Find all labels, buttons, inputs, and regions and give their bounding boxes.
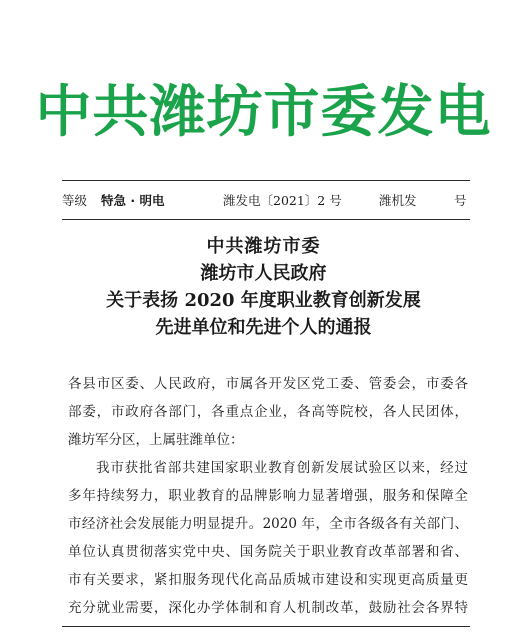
header-bottom-rule <box>62 219 470 220</box>
body-line: 部委，市政府各部门，各重点企业，各高等院校，各人民团体， <box>68 404 468 420</box>
document-number: 潍发电〔2021〕2 号 <box>223 193 342 208</box>
title-line-4: 先进单位和先进个人的通报 <box>155 317 372 338</box>
title-line-1: 中共潍坊市委 <box>206 236 321 257</box>
body-line: 充分就业需要，深化办学体制和育人机制改革，鼓励社会各界特 <box>68 600 468 616</box>
document-meta-row <box>62 191 470 211</box>
sender-label: 潍机发 <box>379 193 417 208</box>
grade-label: 等级 <box>62 193 88 208</box>
masthead-title: 中共潍坊市委发电 <box>35 80 492 145</box>
body-line: 多年持续努力，职业教育的品牌影响力显著增强，服务和保障全 <box>68 488 468 504</box>
sender-number-suffix: 号 <box>454 193 467 208</box>
title-line-2: 潍坊市人民政府 <box>200 263 327 284</box>
body-line: 我市获批省部共建国家职业教育创新发展试验区以来，经过 <box>96 460 468 476</box>
grade-value: 特急 · 明电 <box>101 193 165 208</box>
body-line: 市有关要求，紧扣服务现代化高品质城市建设和实现更高质量更 <box>68 572 468 588</box>
body-line: 市经济社会发展能力明显提升。2020 年，全市各级各有关部门、 <box>68 516 468 532</box>
header-top-rule <box>62 180 470 181</box>
title-line-3: 关于表扬 2020 年度职业教育创新发展 <box>106 290 421 311</box>
body-line: 单位认真贯彻落实党中央、国务院关于职业教育改革部署和省、 <box>68 544 468 560</box>
body-line: 各县市区委、人民政府，市属各开发区党工委、管委会，市委各 <box>68 376 468 392</box>
page-bottom-rule <box>62 626 470 627</box>
body-line: 潍坊军分区，上属驻潍单位： <box>68 432 244 448</box>
